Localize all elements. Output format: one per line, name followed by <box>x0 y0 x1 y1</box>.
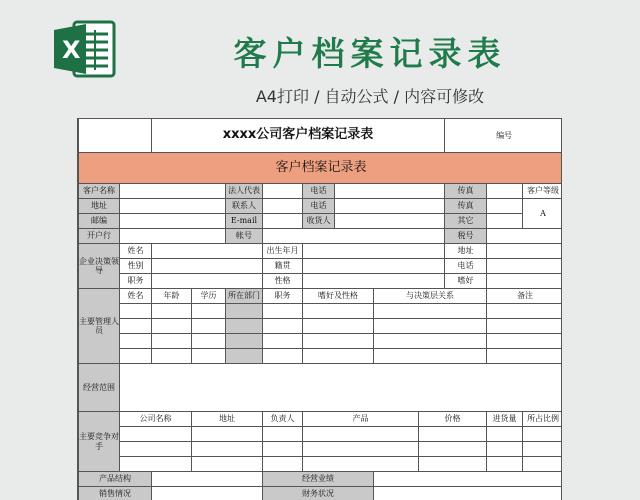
input-cell[interactable] <box>303 304 374 319</box>
input-cell[interactable] <box>303 334 374 349</box>
input-cell[interactable] <box>263 442 303 457</box>
table-row <box>79 442 563 457</box>
input-cell[interactable] <box>523 427 562 442</box>
label-phone: 电话 <box>445 259 487 274</box>
title-row <box>79 119 563 153</box>
input-cell[interactable] <box>226 319 263 334</box>
excel-logo-icon <box>52 20 116 78</box>
col-header-age: 年龄 <box>152 289 192 304</box>
input-cell[interactable] <box>487 349 562 364</box>
label-hobby: 嗜好 <box>445 274 487 289</box>
input-cell[interactable] <box>487 229 562 244</box>
col-header-price: 价格 <box>419 412 487 427</box>
col-header-relation: 与决策层关系 <box>374 289 487 304</box>
input-cell[interactable] <box>335 199 445 214</box>
input-cell[interactable] <box>263 349 303 364</box>
label-financial: 财务状况 <box>263 487 374 500</box>
input-cell[interactable] <box>263 457 303 472</box>
label-phone: 电话 <box>303 199 335 214</box>
input-cell[interactable] <box>263 214 303 229</box>
label-name: 姓名 <box>120 244 152 259</box>
input-cell[interactable] <box>152 487 263 500</box>
input-cell[interactable] <box>263 199 303 214</box>
input-cell[interactable] <box>419 442 487 457</box>
input-cell[interactable] <box>120 184 226 199</box>
form-row <box>79 184 563 199</box>
company-title: xxxx公司客户档案记录表 <box>152 119 445 153</box>
label-postcode: 邮编 <box>79 214 120 229</box>
input-cell[interactable] <box>263 184 303 199</box>
input-cell[interactable] <box>226 334 263 349</box>
col-header-department: 所在部门 <box>226 289 263 304</box>
form-row <box>79 229 563 244</box>
page-title: 客户档案记录表 <box>233 34 507 73</box>
input-cell[interactable] <box>263 319 303 334</box>
label-contact: 联系人 <box>226 199 263 214</box>
staff-header-row <box>79 289 563 304</box>
input-cell[interactable] <box>192 442 263 457</box>
label-gender: 性别 <box>120 259 152 274</box>
form-row <box>79 259 563 274</box>
label-key-staff: 主要管理人员 <box>79 289 120 364</box>
input-cell[interactable] <box>374 304 487 319</box>
input-cell[interactable] <box>303 319 374 334</box>
label-sales: 销售情况 <box>79 487 152 500</box>
input-cell[interactable] <box>487 199 523 214</box>
input-cell[interactable] <box>120 427 192 442</box>
input-cell[interactable] <box>192 427 263 442</box>
input-cell[interactable] <box>120 349 152 364</box>
col-header-purchase-volume: 进货量 <box>487 412 523 427</box>
input-cell[interactable] <box>374 349 487 364</box>
input-cell[interactable] <box>487 457 523 472</box>
input-cell[interactable] <box>487 442 523 457</box>
table-row <box>79 319 563 334</box>
form-row <box>79 274 563 289</box>
input-cell[interactable] <box>263 304 303 319</box>
input-cell[interactable] <box>120 214 226 229</box>
input-cell[interactable] <box>263 427 303 442</box>
label-customer-name: 客户名称 <box>79 184 120 199</box>
label-address: 地址 <box>79 199 120 214</box>
input-cell[interactable] <box>335 214 445 229</box>
label-business-performance: 经营业绩 <box>263 472 374 487</box>
label-decision-leader: 企业决策领导 <box>79 244 120 289</box>
blank-cell[interactable] <box>79 119 152 153</box>
input-cell[interactable] <box>120 319 152 334</box>
label-origin: 籍贯 <box>263 259 303 274</box>
col-header-product: 产品 <box>303 412 419 427</box>
input-cell[interactable] <box>487 319 562 334</box>
label-character: 性格 <box>263 274 303 289</box>
table-row <box>79 457 563 472</box>
label-position: 职务 <box>120 274 152 289</box>
label-other: 其它 <box>445 214 487 229</box>
input-cell[interactable] <box>487 427 523 442</box>
input-cell[interactable] <box>152 244 263 259</box>
input-cell[interactable] <box>120 229 226 244</box>
label-email: E-mail <box>226 214 263 229</box>
logo-letter: X <box>62 36 81 64</box>
input-cell[interactable] <box>374 472 563 487</box>
input-cell[interactable] <box>487 259 562 274</box>
input-cell[interactable] <box>487 214 523 229</box>
input-cell[interactable] <box>263 334 303 349</box>
input-cell[interactable] <box>303 457 419 472</box>
input-cell[interactable] <box>419 427 487 442</box>
customer-record-table <box>78 118 562 500</box>
input-cell[interactable] <box>226 304 263 319</box>
input-cell[interactable] <box>152 472 263 487</box>
label-bank: 开户行 <box>79 229 120 244</box>
input-cell[interactable] <box>303 349 374 364</box>
input-cell[interactable] <box>120 442 192 457</box>
form-sheet <box>77 118 562 500</box>
col-header-person-in-charge: 负责人 <box>263 412 303 427</box>
input-cell[interactable] <box>192 457 263 472</box>
label-fax: 传真 <box>445 184 487 199</box>
label-competitors: 主要竞争对手 <box>79 412 120 472</box>
input-cell[interactable] <box>523 442 562 457</box>
page-subtitle: A4打印 / 自动公式 / 内容可修改 <box>255 87 485 106</box>
input-cell[interactable] <box>192 319 226 334</box>
table-row <box>79 334 563 349</box>
label-business-scope: 经营范围 <box>79 364 120 412</box>
label-tax-no: 税号 <box>445 229 487 244</box>
input-cell[interactable] <box>419 457 487 472</box>
input-cell[interactable] <box>152 319 192 334</box>
section-title: 客户档案记录表 <box>79 153 563 184</box>
input-cell[interactable] <box>487 184 523 199</box>
label-fax: 传真 <box>445 199 487 214</box>
banner <box>0 0 640 118</box>
col-header-address: 地址 <box>192 412 263 427</box>
input-cell[interactable] <box>152 334 192 349</box>
input-cell[interactable] <box>487 334 562 349</box>
input-cell[interactable] <box>192 349 226 364</box>
input-cell[interactable] <box>152 349 192 364</box>
col-header-share: 所占比例 <box>523 412 562 427</box>
form-row <box>79 199 563 214</box>
input-cell[interactable] <box>374 319 487 334</box>
col-header-remarks: 备注 <box>487 289 562 304</box>
input-cell[interactable] <box>226 349 263 364</box>
col-header-hobby-character: 嗜好及性格 <box>303 289 374 304</box>
input-cell[interactable] <box>120 457 192 472</box>
input-cell[interactable] <box>192 304 226 319</box>
label-address: 地址 <box>445 244 487 259</box>
competitor-header-row <box>79 412 563 427</box>
input-cell[interactable] <box>152 274 263 289</box>
input-cell[interactable] <box>374 334 487 349</box>
input-cell[interactable] <box>120 304 152 319</box>
input-cell[interactable] <box>303 442 419 457</box>
form-row <box>79 244 563 259</box>
table-row <box>79 427 563 442</box>
col-header-position: 职务 <box>263 289 303 304</box>
business-scope-row <box>79 364 563 412</box>
col-header-education: 学历 <box>192 289 226 304</box>
table-row <box>79 304 563 319</box>
number-label: 编号 <box>445 119 562 153</box>
input-cell[interactable] <box>303 427 419 442</box>
form-row <box>79 487 563 500</box>
customer-level-value[interactable]: A <box>523 199 562 229</box>
input-cell[interactable] <box>263 229 445 244</box>
input-cell[interactable] <box>523 457 562 472</box>
label-receiver: 收货人 <box>303 214 335 229</box>
input-cell[interactable] <box>152 304 192 319</box>
section-header-row <box>79 153 563 184</box>
input-cell[interactable] <box>120 199 226 214</box>
input-cell[interactable] <box>152 259 263 274</box>
input-cell[interactable] <box>374 487 563 500</box>
form-row <box>79 472 563 487</box>
input-cell[interactable] <box>335 184 445 199</box>
label-product-structure: 产品结构 <box>79 472 152 487</box>
input-cell[interactable] <box>303 244 445 259</box>
label-account: 帐号 <box>226 229 263 244</box>
input-cell[interactable] <box>120 334 152 349</box>
input-cell[interactable] <box>303 274 445 289</box>
input-cell[interactable] <box>303 259 445 274</box>
label-customer-level: 客户等级 <box>523 184 562 199</box>
input-cell[interactable] <box>120 364 563 412</box>
col-header-company-name: 公司名称 <box>120 412 192 427</box>
input-cell[interactable] <box>487 244 562 259</box>
input-cell[interactable] <box>487 304 562 319</box>
col-header-name: 姓名 <box>120 289 152 304</box>
input-cell[interactable] <box>487 274 562 289</box>
label-legal-rep: 法人代表 <box>226 184 263 199</box>
input-cell[interactable] <box>192 334 226 349</box>
label-phone: 电话 <box>303 184 335 199</box>
table-row <box>79 349 563 364</box>
form-row <box>79 214 563 229</box>
label-birth: 出生年月 <box>263 244 303 259</box>
